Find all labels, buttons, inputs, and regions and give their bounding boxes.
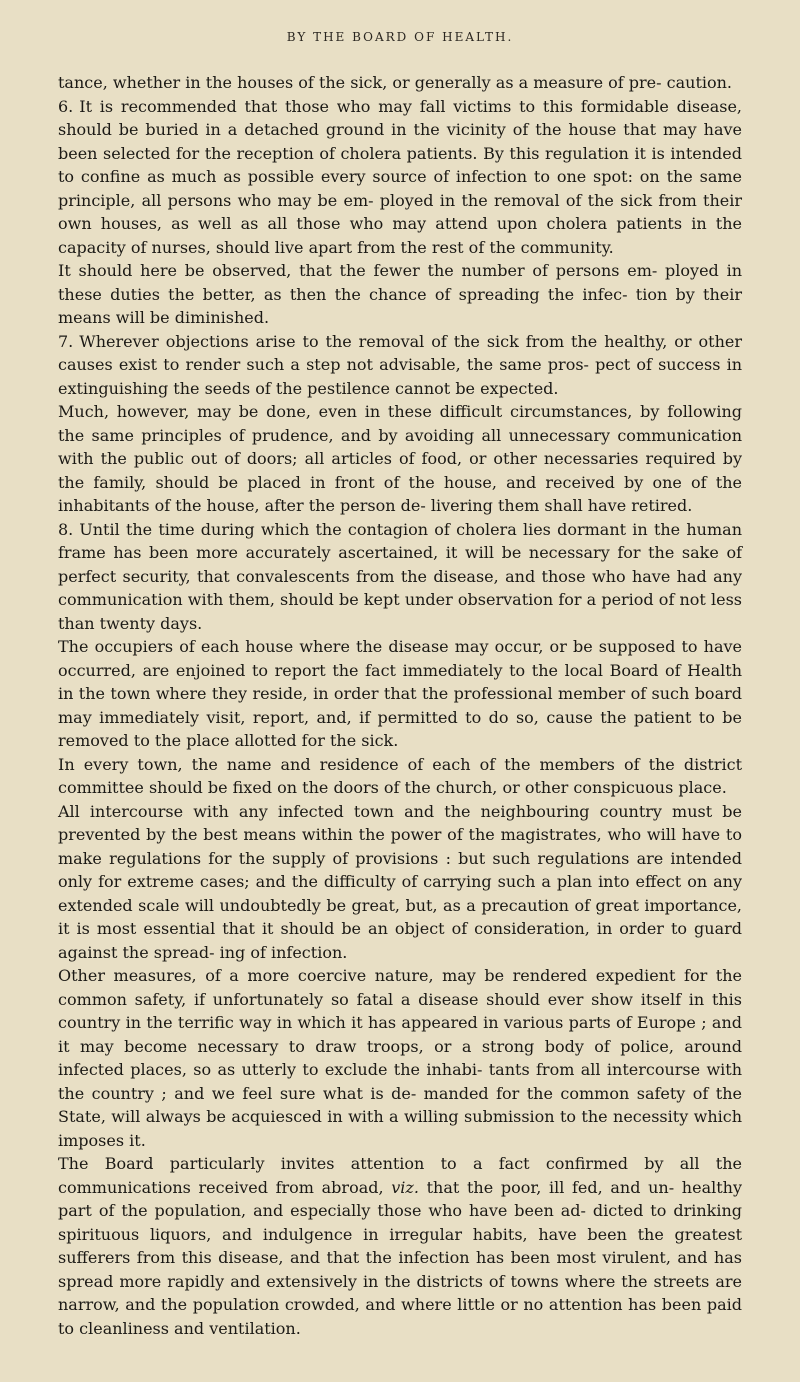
paragraph-number: 7. (58, 331, 74, 351)
paragraph-text: All intercourse with any infected town and the neighbouring country must be prevented by the best means within the power of the magistrates, who will have to make regulations for the supply of provisions : but such regulations are intended only for extreme cases; and the difficulty of carrying such a plan into effect on any extended scale will undoubtedly be great, but, as a precaution of great importance, it is most essential that it should be an object of consideration, in order to guard against the spread- ing of infection. (58, 801, 742, 962)
paragraph-much-however (58, 400, 742, 518)
paragraph-text: The occupiers of each house where the disease may occur, or be supposed to have occurred, are enjoined to report the fact immediately to the local Board of Health in the town where they reside, in order that the professional member of such board may immediately visit, report, and, if permitted to do so, cause the patient to be removed to the place allotted for the sick. (58, 637, 742, 750)
body-text (58, 71, 742, 1340)
paragraph-8 (58, 518, 742, 636)
paragraph-text: that the poor, ill fed, and un- healthy part of the population, and especially those who have been ad- dicted to drinking spirituous liquors, and indulgence in irregular habits, have been the greatest sufferers from this disease, and that the infection has been most virulent, and has spread more rapidly and extensively in the districts of towns where the streets are narrow, and the population crowded, and where little or no attention has been paid to cleanliness and ventilation. (58, 1177, 743, 1338)
paragraph-number: 8. (58, 519, 74, 539)
paragraph-text: It should here be observed, that the fewer the number of persons em- ployed in these duties the better, as then the chance of spreading the infec- tion by their means will be diminished. (58, 261, 742, 327)
paragraph-text: Much, however, may be done, even in these difficult circumstances, by following the same principles of prudence, and by avoiding all unnecessary communication with the public out of doors; all articles of food, or other necessaries required by the family, should be placed in front of the house, and received by one of the inhabitants of the house, after the person de- livering them shall have retired. (58, 402, 742, 515)
paragraph-intercourse (58, 800, 742, 965)
paragraph-text: Other measures, of a more coercive nature, may be rendered expedient for the common safety, if unfortunately so fatal a disease should ever show itself in this country in the terrific way in which it has appeared in various parts of Europe ; and it may become necessary to draw troops, or a strong body of police, around infected places, so as utterly to exclude the inhabi- tants from all intercourse with the country ; and we feel sure what is de- manded for the common safety of the State, will always be acquiesced in with a willing submission to the necessity which imposes it. (58, 966, 742, 1150)
paragraph-7 (58, 330, 742, 401)
paragraph-text: In every town, the name and residence of each of the members of the district committee should be fixed on the doors of the church, or other conspicuous place. (58, 754, 742, 797)
paragraph-6 (58, 95, 742, 260)
paragraph-italic: viz. (391, 1177, 419, 1197)
running-head: BY THE BOARD OF HEALTH. (286, 30, 514, 44)
paragraph-text: It is recommended that those who may fall victims to this formidable disease, should be buried in a detached ground in the vicinity of the house that may have been selected for the reception of cholera patients. By this regulation it is intended to confine as much as possible every source of infection to one spot: on the same principle, all persons who may be em- ployed in the removal of the sick from their own houses, as well as all those who may attend upon cholera patients in the capacity of nurses, should live apart from the rest of the community. (58, 96, 742, 257)
paragraph-continuation (58, 71, 742, 95)
paragraph-text: Until the time during which the contagion of cholera lies dormant in the human frame has been more accurately ascertained, it will be necessary for the sake of perfect security, that convalescents from the disease, and those who have had any communication with them, should be kept under observation for a period of not less than twenty days. (58, 519, 742, 633)
paragraph-observation (58, 259, 742, 330)
paragraph-number: 6. (58, 96, 74, 116)
paragraph-board-invites (58, 1152, 742, 1340)
paragraph-every-town (58, 753, 742, 800)
paragraph-occupiers (58, 635, 742, 753)
paragraph-other-measures (58, 964, 742, 1152)
paragraph-text-before: The Board particularly invites attention to a fact confirmed by all the communications received from abroad, (58, 1154, 742, 1197)
paragraph-text: Wherever objections arise to the removal of the sick from the healthy, or other causes exist to render such a step not advisable, the same pros- pect of success in extinguishing the seeds of the pestilence cannot be expected. (58, 331, 742, 398)
paragraph-text: tance, whether in the houses of the sick, or generally as a measure of pre- caution. (58, 73, 733, 92)
